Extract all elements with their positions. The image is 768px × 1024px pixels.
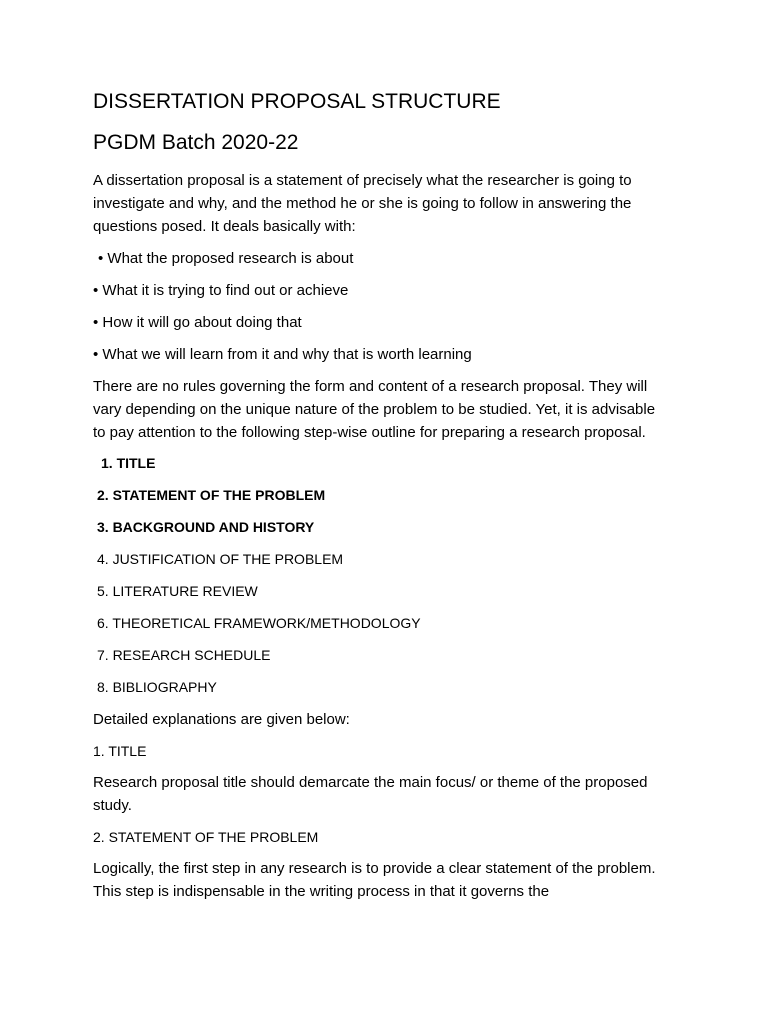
detail-intro: Detailed explanations are given below: [93,711,350,728]
bullet-list [93,247,668,366]
outline-item-bibliography: 8. BIBLIOGRAPHY [97,679,217,695]
bullet-item: • What it is trying to find out or achieve [93,282,349,299]
section-body-statement: Logically, the first step in any research is to provide a clear statement of the problem. This step is indispensable in the writing process in that it governs the [93,860,656,900]
bullet-item: • What we will learn from it and why that is worth learning [93,346,472,363]
section-heading-statement: 2. STATEMENT OF THE PROBLEM [93,829,319,845]
outline-item-literature: 5. LITERATURE REVIEW [97,583,258,599]
outline-item-justification: 4. JUSTIFICATION OF THE PROBLEM [97,551,344,567]
outline-item-schedule: 7. RESEARCH SCHEDULE [97,647,271,663]
document-subtitle: PGDM Batch 2020-22 [93,131,299,154]
section-heading-title: 1. TITLE [93,743,147,759]
intro-paragraph: A dissertation proposal is a statement of precisely what the researcher is going to investigate and why, and the method he or she is going to follow in answering the questions posed. It deals basically with: [93,172,632,235]
document-title: DISSERTATION PROPOSAL STRUCTURE [93,90,501,113]
outline-item-statement: 2. STATEMENT OF THE PROBLEM [97,487,326,503]
rules-paragraph: There are no rules governing the form and content of a research proposal. They will vary depending on the unique nature of the problem to be studied. Yet, it is advisable to pay attention to the following step-wise outline for preparing a research proposal. [93,378,656,441]
outline-item-framework: 6. THEORETICAL FRAMEWORK/METHODOLOGY [97,615,421,631]
outline-item-background: 3. BACKGROUND AND HISTORY [97,519,315,535]
section-body-title: Research proposal title should demarcate the main focus/ or theme of the proposed study. [93,774,648,814]
bullet-item: • How it will go about doing that [93,314,302,331]
bullet-item: • What the proposed research is about [98,250,354,267]
outline-item-title: 1. TITLE [101,455,156,471]
outline-list [93,452,668,699]
